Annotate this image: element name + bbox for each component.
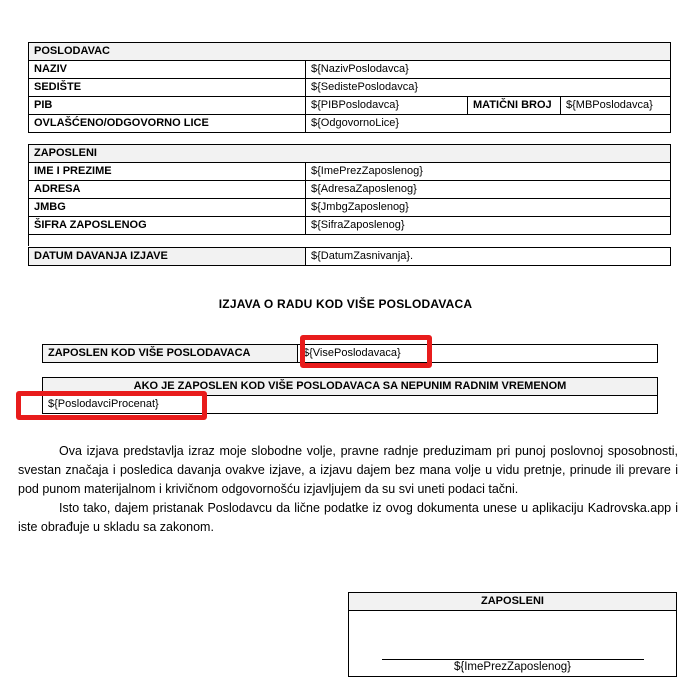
signature-line: [382, 659, 644, 660]
table-row: [29, 145, 671, 163]
sifra-label: ŠIFRA ZAPOSLENOG: [29, 217, 306, 235]
signature-cell: [349, 611, 677, 677]
table-border-mark: [28, 231, 29, 246]
jmbg-value: ${JmbgZaposlenog}: [306, 199, 671, 217]
signature-name: ${ImePrezZaposlenog}: [454, 661, 571, 673]
vise-poslodavaca-label: ZAPOSLEN KOD VIŠE POSLODAVACA: [43, 345, 298, 363]
signature-table-header: ZAPOSLENI: [349, 593, 677, 611]
statement-paragraph-1: Ova izjava predstavlja izraz moje slobodne volje, pravne radnje preduzimam pri punoj poslovnoj sposobnosti, svestan značaja i posledica davanja ovakve izjave, a izjavu dajem bez mana volje u vidu pretnje, prinude ili prevare i pod punom materijalnom i krivičnom odgovornošću izjavljujem da su svi uneti podaci tačni.: [18, 444, 678, 496]
table-row: [29, 115, 671, 133]
employee-table-header: ZAPOSLENI: [29, 145, 671, 163]
ime-prezime-value: ${ImePrezZaposlenog}: [306, 163, 671, 181]
datum-izjave-value: ${DatumZasnivanja}.: [306, 248, 671, 266]
pib-value: ${PIBPoslodavca}: [306, 97, 468, 115]
multi-employer-table: [42, 344, 658, 363]
table-row: [349, 593, 677, 611]
odgovorno-lice-value: ${OdgovornoLice}: [306, 115, 671, 133]
table-row: [43, 396, 658, 414]
maticni-broj-value: ${MBPoslodavca}: [561, 97, 671, 115]
naziv-value: ${NazivPoslodavca}: [306, 61, 671, 79]
table-row: [43, 378, 658, 396]
ime-prezime-label: IME I PREZIME: [29, 163, 306, 181]
statement-text: [18, 442, 678, 537]
table-row: [29, 43, 671, 61]
naziv-label: NAZIV: [29, 61, 306, 79]
vise-poslodavaca-value: ${VisePoslodavaca}: [298, 345, 658, 363]
table-row: [29, 163, 671, 181]
maticni-broj-label: MATIČNI BROJ: [468, 97, 561, 115]
odgovorno-lice-label: OVLAŠĆENO/ODGOVORNO LICE: [29, 115, 306, 133]
document-title: IZJAVA O RADU KOD VIŠE POSLODAVACA: [218, 297, 473, 311]
sediste-label: SEDIŠTE: [29, 79, 306, 97]
table-row: [29, 181, 671, 199]
sifra-value: ${SifraZaposlenog}: [306, 217, 671, 235]
table-row: [29, 61, 671, 79]
statement-paragraph-2: Isto tako, dajem pristanak Poslodavcu da lične podatke iz ovog dokumenta unese u aplikaciju Kadrovska.app i iste obrađuje u skladu sa zakonom.: [18, 501, 678, 534]
table-row: [29, 248, 671, 266]
parttime-table: [42, 377, 658, 414]
employer-table: [28, 42, 671, 133]
table-row: [29, 79, 671, 97]
jmbg-label: JMBG: [29, 199, 306, 217]
sediste-value: ${SedistePoslodavca}: [306, 79, 671, 97]
table-row: [349, 611, 677, 677]
employer-table-header: POSLODAVAC: [29, 43, 671, 61]
date-table: [28, 247, 671, 266]
table-row: [29, 97, 671, 115]
datum-izjave-label: DATUM DAVANJA IZJAVE: [29, 248, 306, 266]
adresa-value: ${AdresaZaposlenog}: [306, 181, 671, 199]
table-row: [29, 217, 671, 235]
adresa-label: ADRESA: [29, 181, 306, 199]
employee-table: [28, 144, 671, 235]
poslodavci-procenat-value: ${PoslodavciProcenat}: [43, 396, 658, 414]
signature-table: [348, 592, 677, 677]
parttime-header: AKO JE ZAPOSLEN KOD VIŠE POSLODAVACA SA NEPUNIM RADNIM VREMENOM: [43, 378, 658, 396]
table-row: [43, 345, 658, 363]
table-row: [29, 199, 671, 217]
pib-label: PIB: [29, 97, 306, 115]
